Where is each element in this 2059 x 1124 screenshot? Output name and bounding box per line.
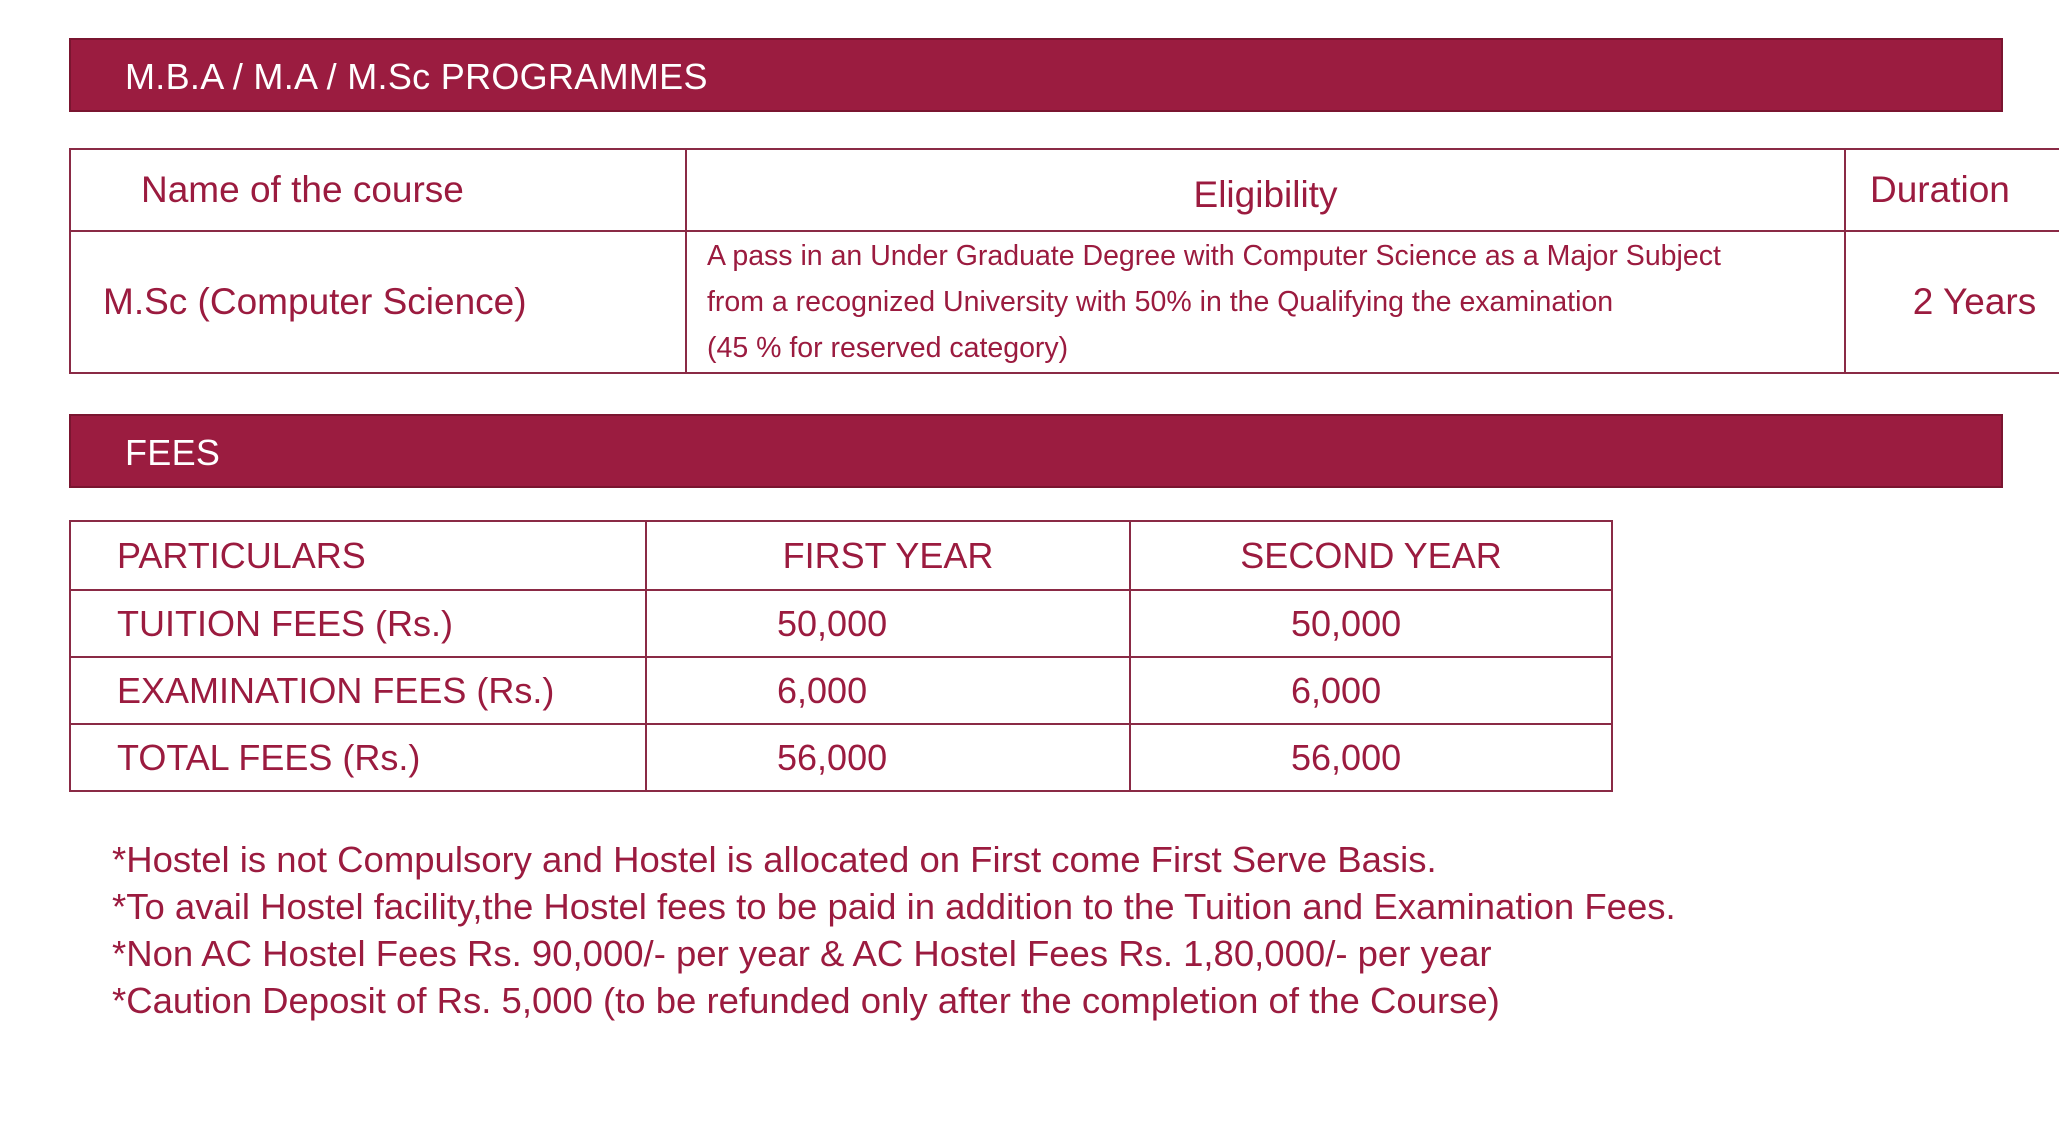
fees-banner [69, 414, 2003, 488]
header-eligibility: Eligibility [686, 149, 1845, 231]
header-second-year: SECOND YEAR [1130, 521, 1612, 590]
table-row [70, 657, 1612, 724]
table-row [70, 724, 1612, 791]
programmes-banner [69, 38, 2003, 112]
note-item: *Caution Deposit of Rs. 5,000 (to be refunded only after the completion of the Course) [112, 980, 1500, 1021]
table-row [70, 590, 1612, 657]
header-particulars: PARTICULARS [70, 521, 646, 590]
eligibility-line: A pass in an Under Graduate Degree with Computer Science as a Major Subject [707, 240, 1721, 272]
fees-table-header [70, 521, 1612, 590]
fees-banner-title: FEES [125, 432, 221, 473]
note-item: *To avail Hostel facility,the Hostel fees to be paid in addition to the Tuition and Examination Fees. [112, 886, 1676, 927]
programmes-banner-title: M.B.A / M.A / M.Sc PROGRAMMES [125, 56, 708, 97]
header-course: Name of the course [70, 149, 686, 231]
note-item: *Non AC Hostel Fees Rs. 90,000/- per year & AC Hostel Fees Rs. 1,80,000/- per year [112, 933, 1492, 974]
header-duration: Duration [1845, 149, 2059, 231]
fees-table [69, 520, 1613, 792]
duration-value: 2 Years [1845, 231, 2059, 373]
fee-first-year: 56,000 [646, 724, 1130, 791]
note-item: *Hostel is not Compulsory and Hostel is allocated on First come First Serve Basis. [112, 839, 1437, 880]
notes-list [112, 836, 1676, 1024]
fee-second-year: 6,000 [1130, 657, 1612, 724]
eligibility-line: (45 % for reserved category) [707, 332, 1069, 364]
header-first-year: FIRST YEAR [646, 521, 1130, 590]
fee-second-year: 56,000 [1130, 724, 1612, 791]
eligibility-line: from a recognized University with 50% in the Qualifying the examination [707, 286, 1614, 318]
eligibility-text [686, 231, 1845, 373]
fee-particular: TUITION FEES (Rs.) [70, 590, 646, 657]
table-row [70, 231, 2059, 373]
fee-particular: TOTAL FEES (Rs.) [70, 724, 646, 791]
course-name: M.Sc (Computer Science) [70, 231, 686, 373]
fee-particular: EXAMINATION FEES (Rs.) [70, 657, 646, 724]
fee-first-year: 6,000 [646, 657, 1130, 724]
fee-second-year: 50,000 [1130, 590, 1612, 657]
programme-table-header [70, 149, 2059, 231]
programme-table [69, 148, 2059, 374]
fee-first-year: 50,000 [646, 590, 1130, 657]
